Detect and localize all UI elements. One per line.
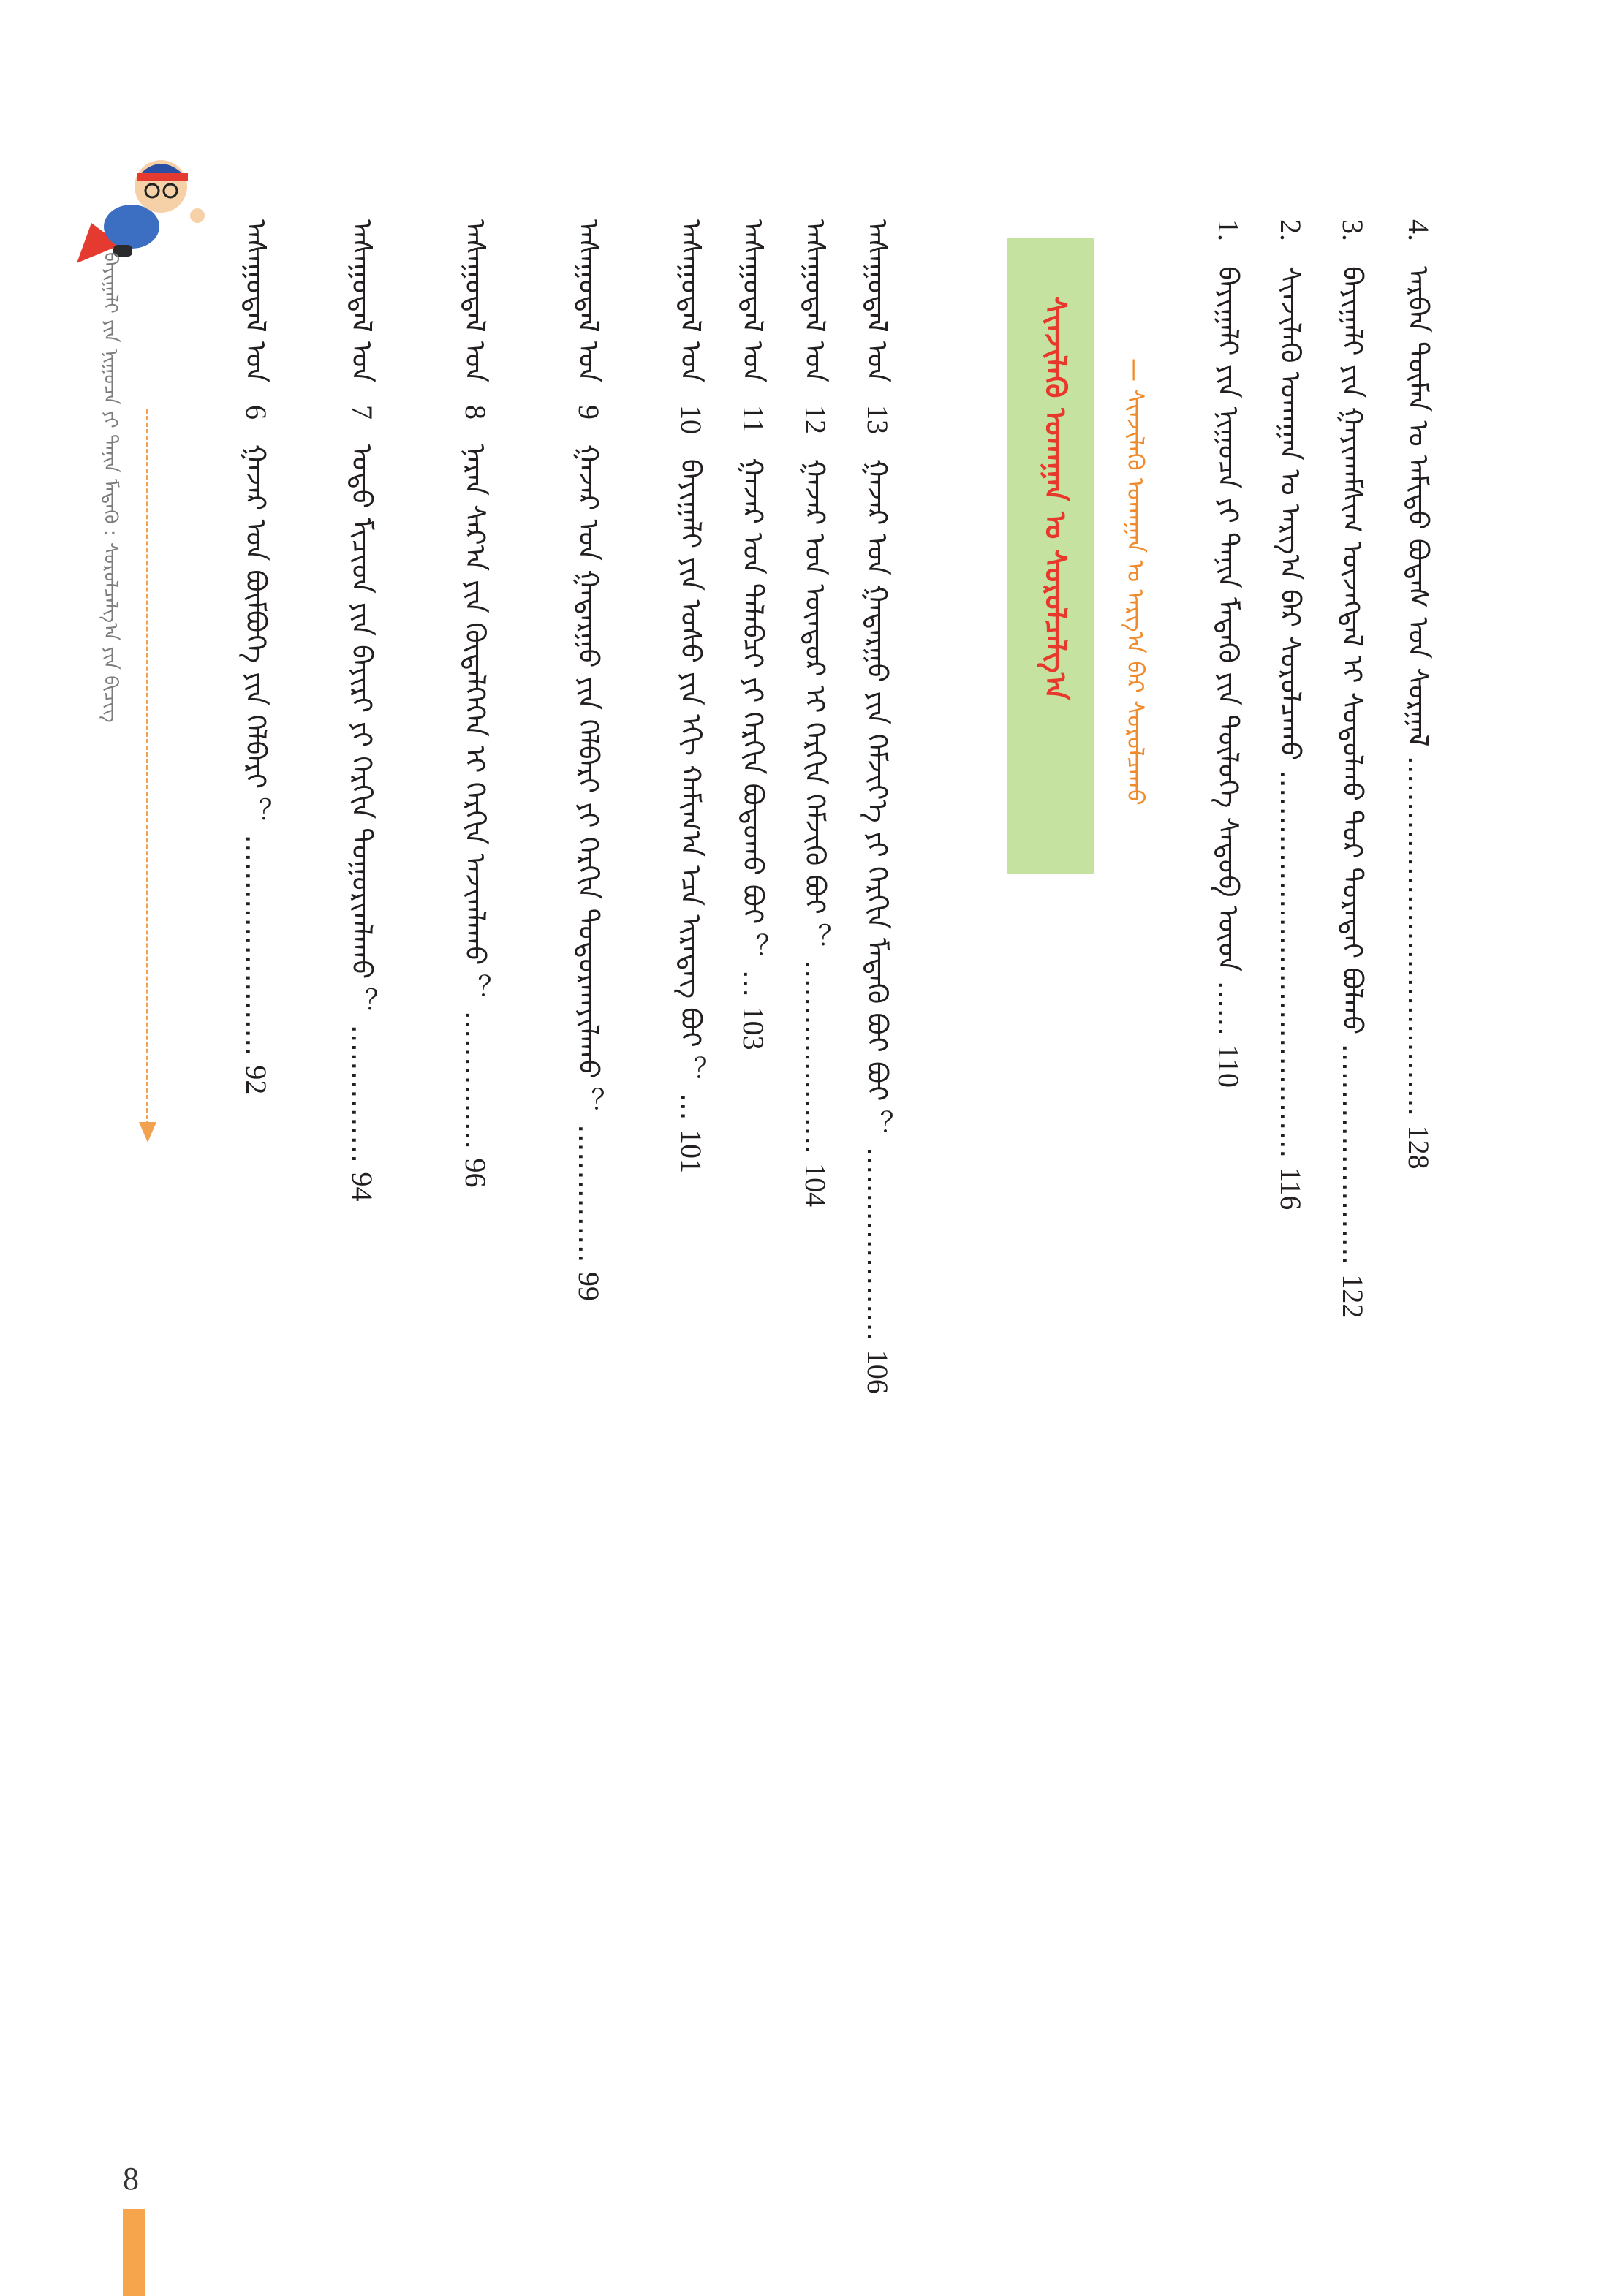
page-tab-bar: [123, 2209, 145, 2296]
toc-question-12[interactable]: [793, 219, 837, 1207]
dot-leader: ……………: [572, 1124, 605, 1263]
dot-leader: ……………: [459, 1010, 491, 1150]
question-page: 106: [861, 1349, 894, 1394]
question-title: ᠨᠠᠷᠠᠨ ᠰᠠᠷ᠎ᠠ ᠶᠢᠨ ᠬᠥᠳᠡᠯᠭᠡᠭᠡᠨ ᠢ ᠬᠡᠷᠬᠢᠨ ᠠᠵᠢᠭᠯᠠᠬᠤ ？: [459, 444, 491, 1002]
boy-superhero-mascot-icon: [69, 135, 216, 274]
running-footer: ᠪᠠᠶᠢᠭᠠᠯᠢ ᠶᠢᠨ ᠨᠢᠭᠤᠴᠠ ᠶᠢ ᠲᠠᠨᠢᠨ ᠮᠡᠳᠡᠬᠦ : ᠰᠤᠷᠤᠯᠴᠠᠯᠭ᠎ᠠ ᠶᠢᠨ ᠪᠢᠴᠢᠭ: [99, 252, 121, 723]
entry-page: 110: [1212, 1045, 1245, 1088]
entry-title: ᠪᠠᠶᠢᠭᠠᠯᠢ ᠶᠢᠨ ᠭᠠᠶᠢᠬᠠᠮᠰᠢᠭ ᠦᠵᠡᠭᠳᠡᠯ ᠢ ᠰᠤᠳᠤᠯᠬᠤ ᠳᠤᠷ ᠳᠤᠷᠠᠲᠠᠶ ᠪᠣᠯᠬᠤ: [1336, 266, 1369, 1035]
question-page: 103: [737, 1006, 770, 1050]
section-title: ᠰᠢᠨᠵᠢᠯᠡᠬᠦ ᠤᠬᠠᠭᠠᠨ ᠤ ᠰᠤᠷᠤᠯᠴᠠᠯᠭ᠎ᠠ: [1038, 296, 1072, 701]
question-prefix: ᠠᠰᠠᠭᠤᠳᠠᠯ ᠤᠨ: [861, 219, 893, 383]
question-prefix: ᠠᠰᠠᠭᠤᠳᠠᠯ ᠤᠨ: [459, 219, 491, 383]
question-prefix: ᠠᠰᠠᠭᠤᠳᠠᠯ ᠤᠨ: [240, 219, 272, 383]
dot-leader: …: [675, 1092, 707, 1121]
question-page: 94: [346, 1172, 379, 1202]
toc-entry-4[interactable]: [1396, 219, 1440, 1170]
question-title: ᠭᠠᠵᠠᠷ ᠤᠨ ᠭᠠᠳᠠᠷᠭᠤ ᠶᠢᠨ ᠬᠡᠯᠪᠡᠷᠢ ᠶᠢ ᠬᠡᠷᠬᠢᠨ ᠲᠣᠳᠣᠷᠬᠠᠶᠢᠯᠠᠬᠤ ？: [572, 444, 605, 1115]
entry-number: 4.: [1402, 219, 1435, 241]
toc-question-7[interactable]: [340, 219, 384, 1201]
section-header: [1007, 238, 1094, 874]
question-number: 7: [346, 404, 379, 420]
question-number: 11: [737, 404, 770, 433]
dot-leader: ……………: [346, 1024, 378, 1164]
dot-leader: …………………: [861, 1146, 893, 1341]
footer-arrow-icon: [139, 1122, 156, 1143]
dot-leader: …: [737, 969, 769, 998]
question-number: 8: [459, 404, 492, 420]
question-prefix: ᠠᠰᠠᠭᠤᠳᠠᠯ ᠤᠨ: [346, 219, 378, 383]
entry-title: ᠪᠠᠶᠢᠭᠠᠯᠢ ᠶᠢᠨ ᠨᠢᠭᠤᠴᠠ ᠶᠢ ᠲᠠᠨᠢᠨ ᠮᠡᠳᠡᠬᠦ ᠶᠢᠨ ᠲᠥᠯᠥᠭᠡ ᠰᠡᠳᠦᠪ ᠦᠳ: [1212, 266, 1244, 972]
question-title: ᠣᠳᠣ ᠮᠢᠴᠢᠳ ᠶᠢᠨ ᠪᠠᠶᠢᠷᠢ ᠶᠢ ᠬᠡᠷᠬᠢᠨ ᠲᠣᠭᠣᠷᠢᠭᠯᠠᠬᠤ ？: [346, 444, 378, 1016]
question-title: ᠭᠠᠵᠠᠷ ᠤᠨ ᠪᠦᠮᠪᠦᠭᠡ ᠶᠢᠨ ᠬᠡᠯᠪᠡᠷᠢ ？: [240, 444, 272, 826]
question-page: 99: [572, 1271, 605, 1301]
dot-leader: ……: [1212, 980, 1244, 1037]
toc-question-11[interactable]: [731, 219, 775, 1050]
footer-dashed-line: [146, 409, 148, 1126]
question-title: ᠭᠠᠵᠠᠷ ᠤᠨ ᠦᠨᠳᠦᠷ ᠢ ᠬᠡᠷᠬᠢᠨ ᠬᠡᠮᠵᠢᠬᠦ ᠪᠤᠢ ？: [799, 458, 831, 951]
question-title: ᠭᠠᠵᠠᠷ ᠤᠨ ᠳᠠᠯᠠᠪᠴᠢ ᠶᠢ ᠬᠡᠷᠬᠢᠨ ᠪᠣᠳᠣᠬᠤ ᠪᠤᠢ ？: [737, 458, 769, 961]
dot-leader: ……………………………………: [1274, 769, 1306, 1159]
dot-leader: …………………………………: [1402, 755, 1434, 1117]
question-prefix: ᠠᠰᠠᠭᠤᠳᠠᠯ ᠤᠨ: [572, 219, 605, 383]
question-page: 96: [459, 1158, 492, 1188]
entry-page: 116: [1274, 1167, 1307, 1210]
toc-question-13[interactable]: [855, 219, 899, 1394]
question-title: ᠪᠠᠶᠢᠭᠠᠯᠢ ᠶᠢᠨ ᠤᠰᠤ ᠶᠢᠨ ᠡᠬᠢ ᠬᠠᠮᠢᠭ᠎ᠠ ᠡᠴᠡ ᠢᠷᠡᠳᠡᠭ ᠪᠤᠢ ？: [675, 458, 707, 1084]
entry-number: 2.: [1274, 219, 1307, 241]
toc-question-9[interactable]: [567, 219, 610, 1301]
question-number: 13: [861, 404, 894, 434]
entry-title: ᠰᠢᠨᠵᠢᠯᠡᠬᠦ ᠤᠬᠠᠭᠠᠨ ᠤ ᠠᠷᠭ᠎ᠠ ᠪᠠᠷ ᠰᠤᠷᠤᠯᠴᠠᠬᠤ: [1274, 266, 1306, 761]
toc-entry-2[interactable]: [1268, 219, 1312, 1210]
toc-question-6[interactable]: [234, 219, 278, 1094]
entry-title: ᠠᠷᠪᠠᠨ ᠲᠦᠮᠡᠨ ᠤ ᠠᠮᠢᠳᠤ ᠪᠣᠳᠠᠰ ᠤᠨ ᠰᠤᠷᠭᠠᠯ: [1402, 266, 1434, 747]
toc-entry-1[interactable]: [1206, 219, 1250, 1088]
question-prefix: ᠠᠰᠠᠭᠤᠳᠠᠯ ᠤᠨ: [675, 219, 707, 383]
entry-page: 128: [1402, 1125, 1435, 1170]
section-subtitle: — ᠰᠢᠨᠵᠢᠯᠡᠬᠦ ᠤᠬᠠᠭᠠᠨ ᠤ ᠠᠷᠭ᠎ᠠ ᠪᠠᠷ ᠰᠤᠷᠤᠯᠴᠠᠬᠤ: [1121, 358, 1149, 806]
question-number: 9: [572, 404, 605, 420]
question-number: 6: [240, 404, 273, 420]
entry-number: 3.: [1336, 219, 1369, 241]
toc-entry-3[interactable]: [1331, 219, 1374, 1318]
dot-leader: ……………………: [240, 834, 272, 1057]
question-number: 12: [799, 404, 832, 434]
question-page: 92: [240, 1065, 273, 1095]
page-number: 8: [123, 2161, 139, 2197]
toc-question-10[interactable]: [669, 219, 713, 1173]
question-page: 104: [799, 1163, 832, 1208]
question-page: 101: [675, 1129, 708, 1173]
dot-leader: …………………: [799, 960, 831, 1155]
question-prefix: ᠠᠰᠠᠭᠤᠳᠠᠯ ᠤᠨ: [799, 219, 831, 383]
question-prefix: ᠠᠰᠠᠭᠤᠳᠠᠯ ᠤᠨ: [737, 219, 769, 383]
toc-question-8[interactable]: [453, 219, 497, 1188]
entry-page: 122: [1336, 1274, 1369, 1319]
question-title: ᠭᠠᠵᠠᠷ ᠤᠨ ᠭᠠᠳᠠᠷᠭᠤ ᠶᠢᠨ ᠬᠡᠮᠵᠢᠶ᠎ᠡ ᠶᠢ ᠬᠡᠷᠬᠢᠨ ᠮᠡᠳᠡᠬᠦ ᠪᠤᠢ ᠪᠤᠢ ？: [861, 458, 893, 1138]
question-number: 10: [675, 404, 708, 434]
entry-number: 1.: [1212, 219, 1245, 241]
dot-leader: ……………………: [1336, 1043, 1369, 1266]
